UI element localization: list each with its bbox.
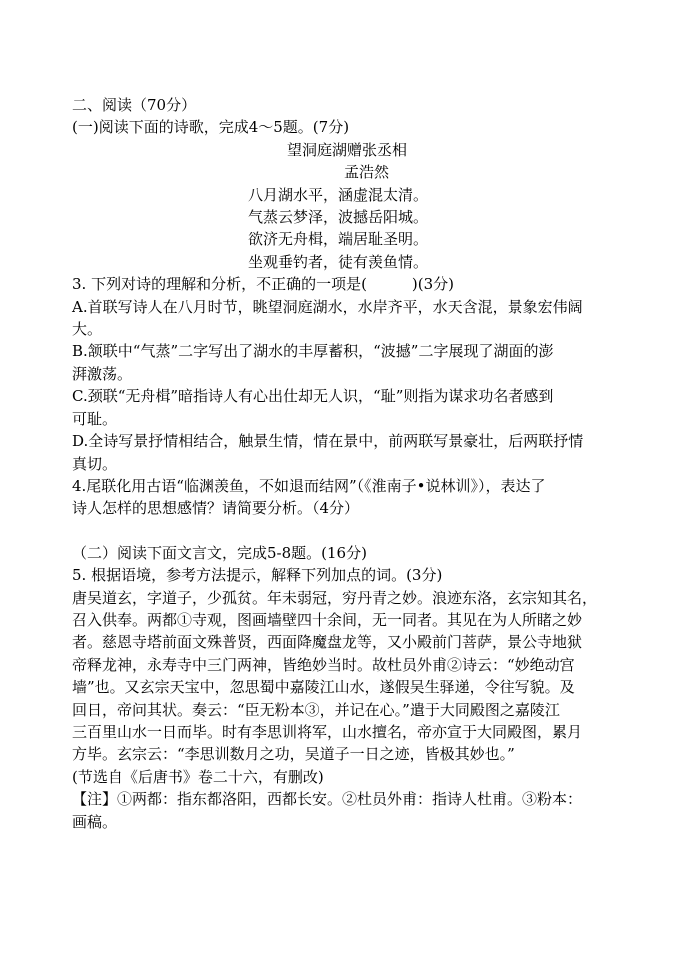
- poem-verse: 气蒸云梦泽，波撼岳阳城。: [248, 208, 429, 227]
- question-3-stem: 3. 下列对诗的理解和分析，不正确的一项是( )(3分): [72, 275, 455, 294]
- question-3-option-d: D.全诗写景抒情相结合，触景生情，情在景中，前两联写景豪壮，后两联抒情 真切。: [72, 432, 584, 473]
- passage-line: 回日，帝问其状。奏云：“臣无粉本③，并记在心。”遣于大同殿图之嘉陵江: [72, 700, 560, 719]
- poem: [72, 139, 628, 273]
- section-title: 二、阅读（70分）: [72, 96, 197, 114]
- part2-heading: （二）阅读下面文言文，完成5-8题。(16分): [72, 543, 367, 562]
- question-3-option-c: C.颈联“无舟楫”暗指诗人有心出仕却无人识，“耻”则指为谋求功名者感到 可耻。: [72, 387, 554, 428]
- passage-line: 帝释龙神，永寿寺中三门两神，皆绝妙当时。故杜员外甫②诗云：“妙绝动宫: [72, 655, 575, 674]
- passage-line: 召入供奉。两都①寺观，图画墙壁四十余间，无一同者。其见在为人所睹之妙: [72, 610, 583, 629]
- question-4: 4.尾联化用古语“临渊羡鱼，不如退而结网”（《淮南子•说林训》），表达了 诗人怎样的思想感情？请简要分析。（4分）: [72, 476, 546, 518]
- passage-source: (节选自《后唐书》卷二十六，有删改): [72, 767, 324, 786]
- classical-passage: [72, 587, 628, 766]
- passage-line: 墙”也。又玄宗天宝中，忽思蜀中嘉陵江山水，遂假吴生驿递，令往写貌。及: [72, 678, 575, 697]
- poem-verse: 坐观垂钓者，徒有羡鱼情。: [248, 252, 429, 271]
- blank-answer-space: [72, 520, 628, 542]
- passage-line: 三百里山水一日而毕。时有李思训将军，山水擅名，帝亦宣于大同殿图，累月: [72, 722, 583, 741]
- question-5-stem: 5. 根据语境，参考方法提示，解释下列加点的词。(3分): [72, 566, 443, 585]
- question-3-option-b: B.颔联中“气蒸”二字写出了湖水的丰厚蓄积，“波撼”二字展现了湖面的澎 湃激荡。: [72, 342, 554, 383]
- poem-title: 望洞庭湖赠张丞相: [287, 140, 408, 159]
- poem-verse: 欲济无舟楫，端居耻圣明。: [248, 230, 429, 249]
- passage-line: 方毕。玄宗云：“李思训数月之功，吴道子一日之迹，皆极其妙也。”: [72, 745, 515, 764]
- passage-line: 者。慈恩寺塔前面文殊普贤，西面降魔盘龙等，又小殿前门菩萨，景公寺地狱: [72, 633, 583, 652]
- passage-line: 唐吴道玄，字道子，少孤贫。年未弱冠，穷丹青之妙。浪迹东洛，玄宗知其名，: [72, 588, 598, 607]
- part1-heading: (一)阅读下面的诗歌，完成4～5题。(7分): [72, 118, 350, 137]
- poem-verse: 八月湖水平，涵虚混太清。: [248, 185, 429, 204]
- poem-author: 孟浩然: [344, 163, 390, 182]
- passage-notes: 【注】①两都：指东都洛阳，西都长安。②杜员外甫：指诗人杜甫。③粉本： 画稿。: [72, 790, 583, 831]
- question-3-option-a: A.首联写诗人在八月时节，眺望洞庭湖水，水岸齐平，水天含混，景象宏伟阔 大。: [72, 297, 583, 339]
